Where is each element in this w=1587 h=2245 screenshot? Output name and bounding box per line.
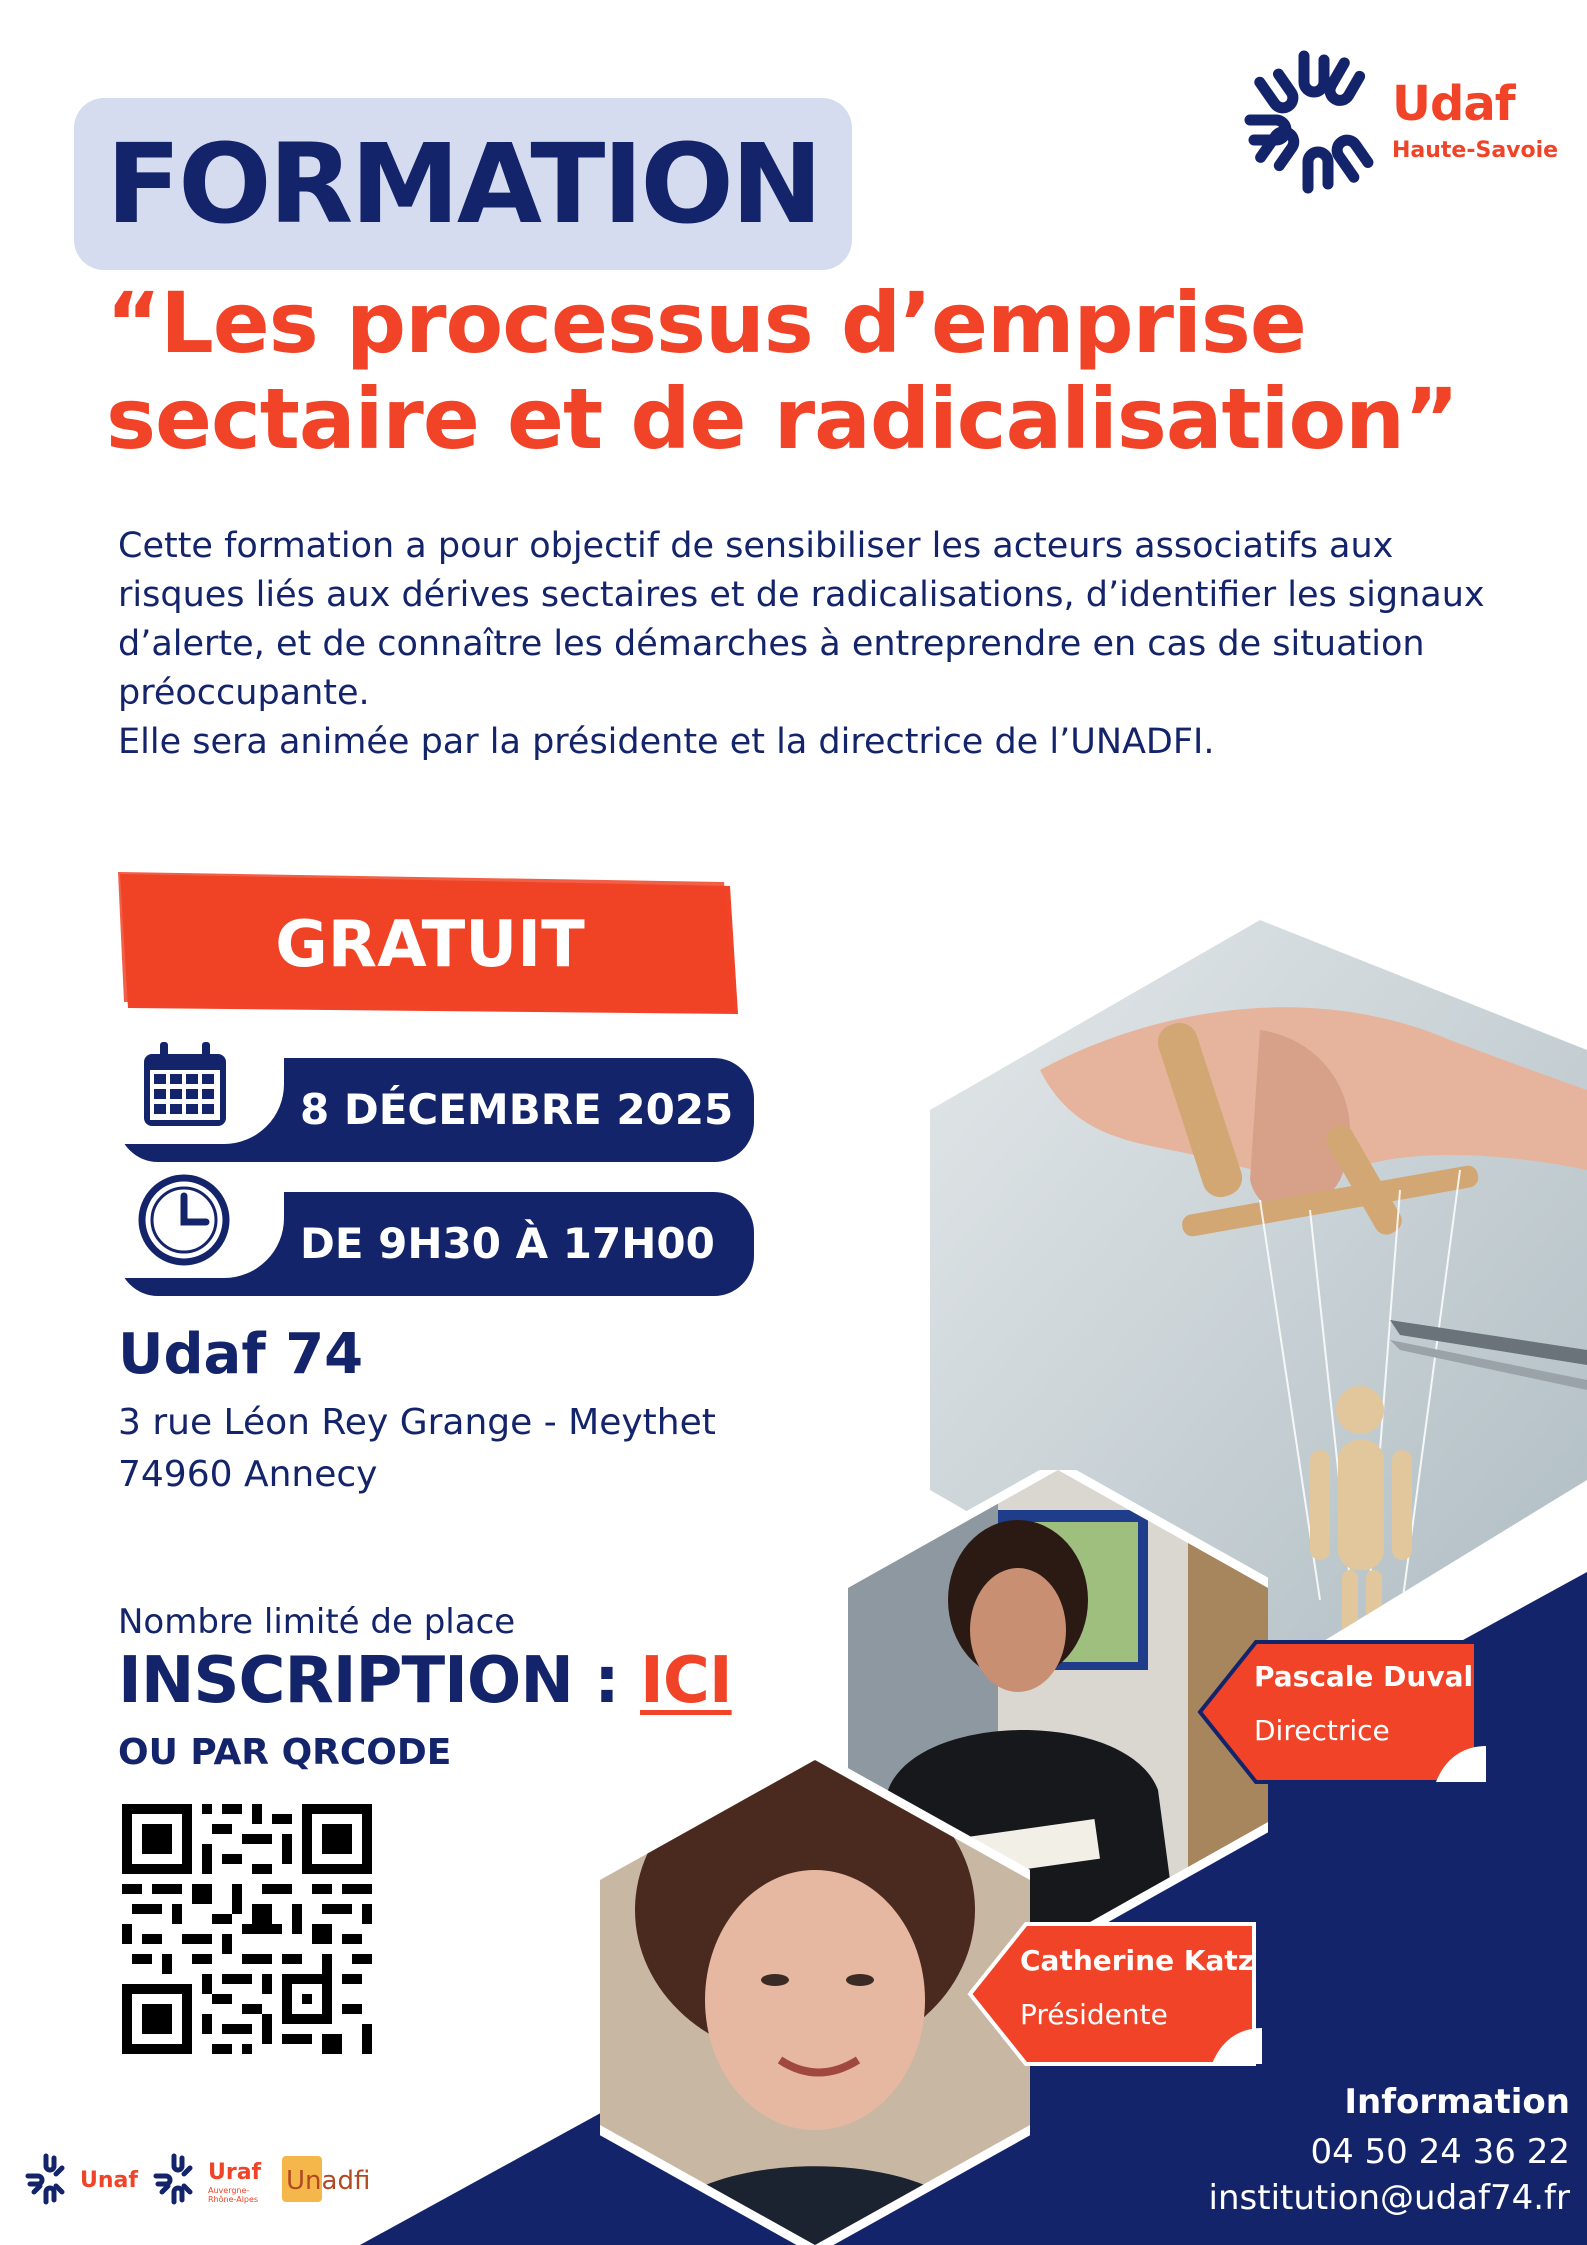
speaker-tag-shape: [966, 1918, 1262, 2070]
information-email[interactable]: institution@udaf74.fr: [1208, 2178, 1570, 2218]
logo-name: Udaf: [1392, 76, 1515, 132]
headline: [106, 275, 1566, 467]
unaf-logo-icon: [22, 2152, 76, 2206]
partner-uraf-name: Uraf: [208, 2160, 262, 2185]
description: [118, 522, 1518, 767]
speaker-tag-shape: [1196, 1636, 1486, 1788]
registration-qrcode-note: OU PAR QRCODE: [118, 1732, 452, 1773]
speaker-role: Directrice: [1254, 1714, 1390, 1747]
uraf-logo-icon: [150, 2152, 204, 2206]
limited-places-note: Nombre limité de place: [118, 1602, 516, 1642]
partner-unaf-name: Unaf: [80, 2168, 138, 2193]
speaker-role: Présidente: [1020, 1998, 1168, 2031]
venue-address-line-1: 3 rue Léon Rey Grange - Meythet: [118, 1402, 716, 1443]
speaker-name: Pascale Duval: [1254, 1660, 1474, 1693]
formation-badge: [74, 98, 852, 270]
registration-label: INSCRIPTION :: [118, 1644, 619, 1718]
venue-name: Udaf 74: [118, 1322, 364, 1387]
calendar-icon: [140, 1040, 230, 1130]
clock-icon: [136, 1172, 232, 1268]
headline-line-1: “Les processus d’emprise: [106, 274, 1306, 372]
information-phone[interactable]: 04 50 24 36 22: [1310, 2132, 1570, 2172]
partner-unadfi-name: Unadfi: [286, 2166, 371, 2196]
partner-uraf-subtitle: Auvergne-Rhône-Alpes: [208, 2186, 259, 2204]
information-title: Information: [1344, 2082, 1570, 2122]
venue-address-line-2: 74960 Annecy: [118, 1454, 378, 1495]
time-text: DE 9H30 À 17H00: [300, 1219, 715, 1268]
qr-code-icon[interactable]: [122, 1804, 372, 2054]
headline-line-2: sectaire et de radicalisation”: [106, 370, 1459, 468]
date-text: 8 DÉCEMBRE 2025: [300, 1085, 734, 1134]
unadfi-logo: [282, 2156, 372, 2206]
registration-link[interactable]: ICI: [640, 1644, 732, 1718]
speaker-name: Catherine Katz: [1020, 1944, 1255, 1977]
description-paragraph-2: Elle sera animée par la présidente et la directrice de l’UNADFI.: [118, 722, 1215, 762]
price-badge-label: GRATUIT: [275, 908, 585, 982]
description-paragraph-1: Cette formation a pour objectif de sensibiliser les acteurs associatifs aux risques liés aux dérives sectaires et de radicalisations, d’identifier les signaux d’alerte, et de connaître les démarches à entreprendre en cas de situation préoccupante.: [118, 526, 1485, 713]
registration-heading: [118, 1644, 732, 1718]
logo-region: Haute-Savoie: [1392, 138, 1559, 163]
formation-title: FORMATION: [106, 120, 820, 248]
